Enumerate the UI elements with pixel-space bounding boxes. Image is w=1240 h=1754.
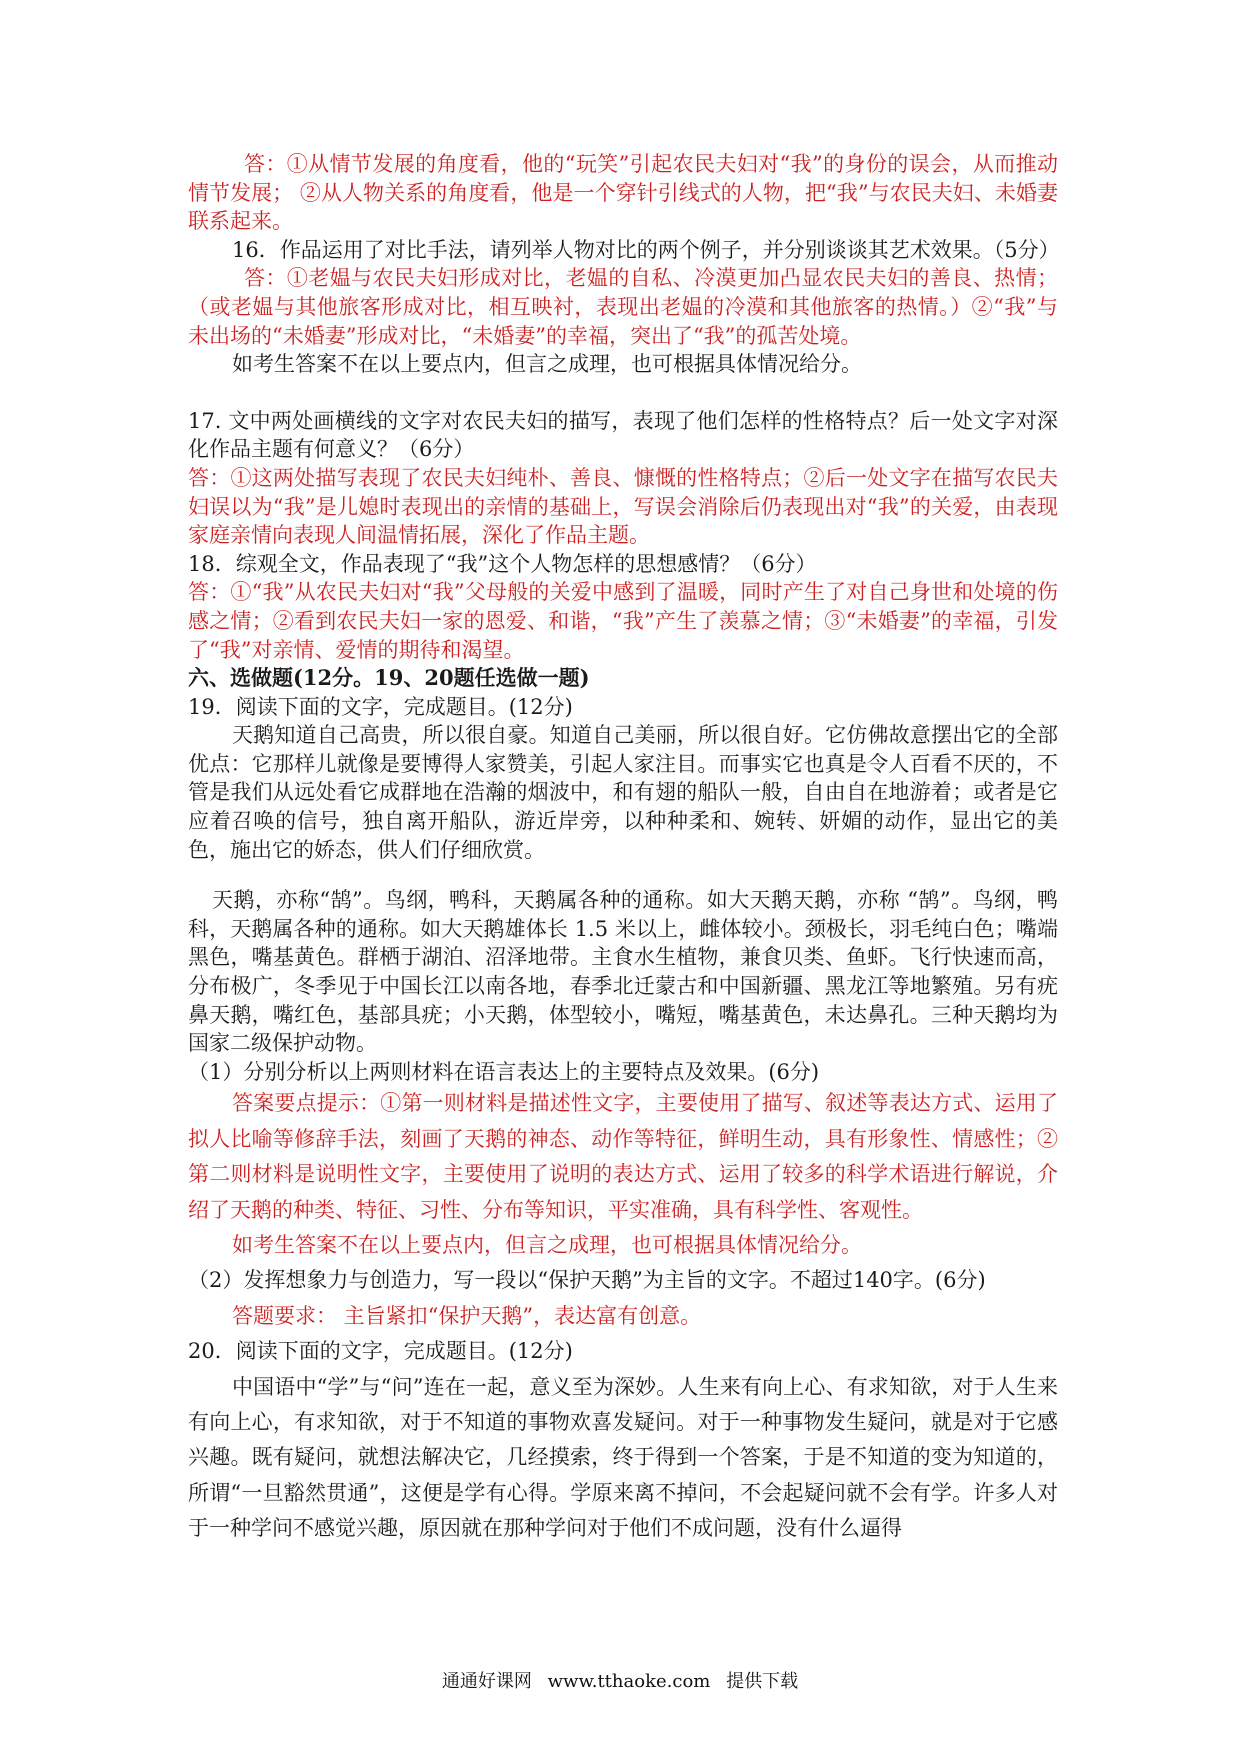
question-19: 19．阅读下面的文字，完成题目。(12分) — [188, 694, 573, 719]
question-19-1: （1）分别分析以上两则材料在语言表达上的主要特点及效果。(6分) — [188, 1059, 820, 1084]
question-17: 17. 文中两处画横线的文字对农民夫妇的描写，表现了他们怎样的性格特点？后一处文字对深化作品主题有何意义？（6分） — [188, 408, 1058, 462]
grading-note-16: 如考生答案不在以上要点内，但言之成理，也可根据具体情况给分。 — [232, 352, 862, 377]
spacer — [188, 379, 1058, 407]
grading-note-19: 如考生答案不在以上要点内，但言之成理，也可根据具体情况给分。 — [232, 1233, 862, 1258]
footer-url: www.tthaoke.com — [547, 1671, 711, 1692]
answer-15: 答：①从情节发展的角度看，他的“玩笑”引起农民夫妇对“我”的身份的误会，从而推动情节发展； ②从人物关系的角度看，他是一个穿针引线式的人物，把“我”与农民夫妇、未婚妻联系起来。 — [188, 152, 1058, 234]
answer-18: 答：①“我”从农民夫妇对“我”父母般的关爱中感到了温暖，同时产生了对自己身世和处境的伤感之情；②看到农民夫妇一家的恩爱、和谐，“我”产生了羡慕之情；③“未婚妻”的幸福，引发了“我”对亲情、爱情的期待和渴望。 — [188, 580, 1058, 662]
answer-19-1: 答案要点提示：①第一则材料是描述性文字，主要使用了描写、叙述等表达方式、运用了拟人比喻等修辞手法，刻画了天鹅的神态、动作等特征，鲜明生动，具有形象性、情感性；②第二则材料是说明性文字，主要使用了说明的表达方式、运用了较多的科学术语进行解说，介绍了天鹅的种类、特征、习性、分布等知识，平实准确，具有科学性、客观性。 — [188, 1091, 1058, 1222]
question-19-2: （2）发挥想象力与创造力，写一段以“保护天鹅”为主旨的文字。不超过140字。(6分) — [188, 1268, 986, 1293]
question-18: 18．综观全文，作品表现了“我”这个人物怎样的思想感情？（6分） — [188, 551, 817, 576]
footer-suffix: 提供下载 — [726, 1671, 799, 1692]
answer-16: 答：①老媪与农民夫妇形成对比，老媪的自私、冷漠更加凸显农民夫妇的善良、热情；（或老媪与其他旅客形成对比，相互映衬，表现出老媪的冷漠和其他旅客的热情。）②“我”与未出场的“未婚妻”形成对比，“未婚妻”的幸福，突出了“我”的孤苦处境。 — [188, 266, 1058, 348]
section-heading-six: 六、选做题(12分。19、20题任选做一题) — [188, 665, 590, 691]
passage-swan-descriptive: 天鹅知道自己高贵，所以很自豪。知道自己美丽，所以很自好。它仿佛故意摆出它的全部优点：它那样儿就像是要博得人家赞美，引起人家注目。而事实它也真是令人百看不厌的，不管是我们从远处看它成群地在浩瀚的烟波中，和有翅的船队一般，自由自在地游着；或者是它应着召唤的信号，独自离开船队，游近岸旁，以种种柔和、婉转、妍媚的动作，显出它的美色，施出它的娇态，供人们仔细欣赏。 — [188, 723, 1058, 862]
spacer — [188, 864, 1058, 886]
question-20: 20．阅读下面的文字，完成题目。(12分) — [188, 1339, 573, 1364]
passage-swan-expository: 天鹅，亦称“鹄”。鸟纲，鸭科，天鹅属各种的通称。如大天鹅天鹅，亦称 “鹄”。鸟纲，鸭科，天鹅属各种的通称。如大天鹅雄体长 1.5 米以上，雌体较小。颈极长，羽毛纯白色；嘴端黑色，嘴基黄色。群栖于湖泊、沼泽地带。主食水生植物，兼食贝类、鱼虾。飞行快速而高，分布极广，冬季见于中国长江以南各地，春季北迁蒙古和中国新疆、黑龙江等地繁殖。另有疣鼻天鹅，嘴红色，基部具疣；小天鹅，体型较小，嘴短，嘴基黄色，未达鼻孔。三种天鹅均为国家二级保护动物。 — [188, 888, 1058, 1056]
page-footer — [0, 1667, 1240, 1693]
document-body — [188, 150, 1058, 1547]
answer-17: 答：①这两处描写表现了农民夫妇纯朴、善良、慷慨的性格特点；②后一处文字在描写农民夫妇误以为“我”是儿媳时表现出的亲情的基础上，写误会消除后仍表现出对“我”的关爱，由表现家庭亲情向表现人间温情拓展，深化了作品主题。 — [188, 465, 1058, 548]
answer-19-2: 答题要求： 主旨紧扣“保护天鹅”，表达富有创意。 — [232, 1303, 702, 1328]
passage-learning: 中国语中“学”与“问”连在一起，意义至为深妙。人生来有向上心、有求知欲，对于人生来有向上心，有求知欲，对于不知道的事物欢喜发疑问。对于一种事物发生疑问，就是对于它感兴趣。既有疑问，就想法解决它，几经摸索，终于得到一个答案，于是不知道的变为知道的，所谓“一旦豁然贯通”，这便是学有心得。学原来离不掉问，不会起疑问就不会有学。许多人对于一种学问不感觉兴趣，原因就在那种学问对于他们不成问题，没有什么逼得 — [188, 1374, 1058, 1541]
footer-site-name: 通通好课网 — [441, 1671, 532, 1692]
question-16: 16．作品运用了对比手法，请列举人物对比的两个例子，并分别谈谈其艺术效果。（5分） — [232, 237, 1060, 262]
